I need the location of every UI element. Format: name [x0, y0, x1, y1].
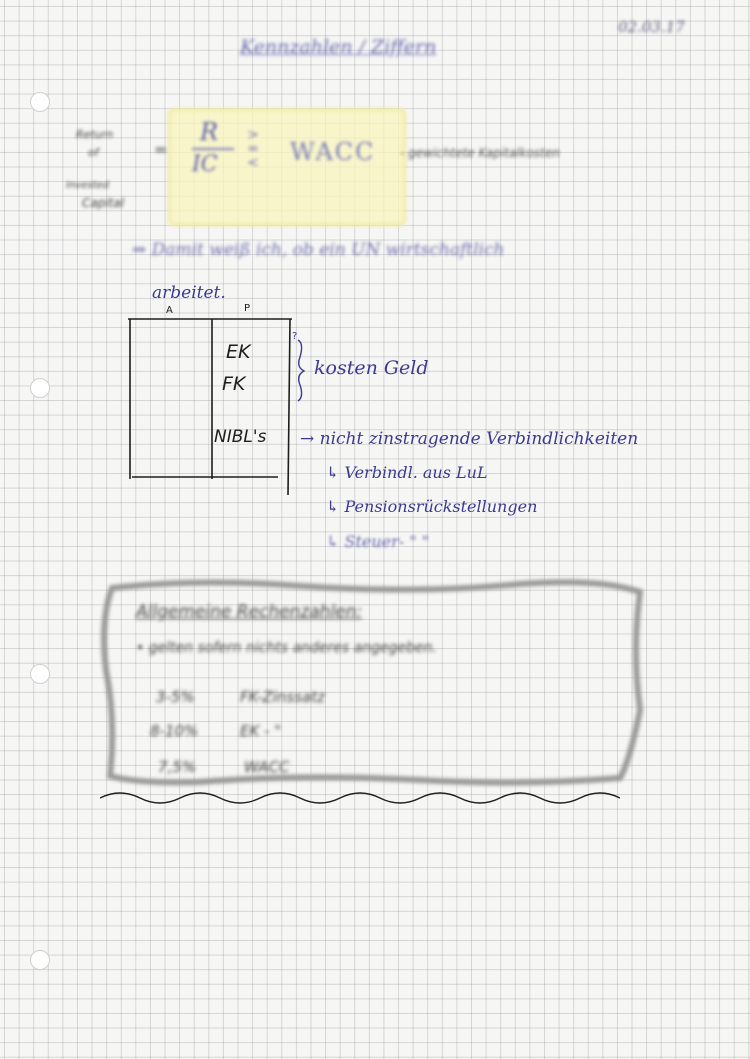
formula-denominator: IC	[192, 152, 218, 177]
conclusion-line1: ⇒ Damit weiß ich, ob ein UN wirtschaftlich	[132, 240, 505, 260]
formula-numerator: R	[200, 118, 219, 146]
rates-title: Allgemeine Rechenzahlen:	[136, 602, 363, 622]
column-p-label: P	[244, 303, 251, 314]
nibls-label: NIBL's	[214, 427, 267, 447]
formula-left-top: Return	[76, 128, 114, 141]
sub-item-pension: ↳ Pensionsrückstellungen	[326, 497, 538, 516]
rates-box-section	[0, 570, 750, 810]
conclusion-line2: arbeitet.	[152, 283, 226, 303]
rates-subtitle: • gelten sofern nichts anderes angegeben.	[136, 640, 437, 656]
nibl-note: → nicht zinstragende Verbindlichkeiten	[300, 429, 639, 449]
brace-mark: ?	[292, 331, 298, 342]
page-title: Kennzahlen / Ziffern	[240, 36, 437, 58]
ek-label: EK	[226, 341, 251, 363]
rate-label: EK - "	[240, 722, 282, 740]
balance-sheet-section	[0, 265, 750, 565]
formula-rhs: WACC	[290, 138, 376, 166]
sub-item-lul: ↳ Verbindl. aus LuL	[326, 463, 488, 482]
formula-left-bottom: Capital	[82, 196, 125, 210]
punch-hole	[30, 950, 50, 970]
fk-label: FK	[222, 373, 246, 395]
fraction-bar	[192, 148, 234, 150]
formula-equals: =	[154, 140, 168, 159]
formula-left-mid: Invested	[66, 180, 109, 191]
cost-note: kosten Geld	[314, 357, 429, 379]
balance-sheet-t-account	[0, 265, 750, 565]
rate-value: 3-5%	[156, 688, 195, 706]
torn-edge	[100, 788, 620, 808]
blurred-header-section	[0, 0, 750, 265]
wavy-frame	[0, 570, 750, 810]
formula-annotation: - gewichtete Kapitalkosten	[400, 146, 560, 160]
sub-item-tax: ↳ Steuer- " "	[326, 532, 430, 551]
rate-label: WACC	[244, 758, 290, 776]
rate-value: 8-10%	[150, 722, 199, 740]
column-a-label: A	[166, 305, 173, 316]
rate-value: 7,5%	[158, 758, 197, 776]
formula-comparators: > = <	[247, 127, 259, 171]
date: 02.03.17	[618, 18, 685, 36]
rate-label: FK-Zinssatz	[240, 688, 325, 706]
formula-left-of: of	[88, 146, 99, 159]
